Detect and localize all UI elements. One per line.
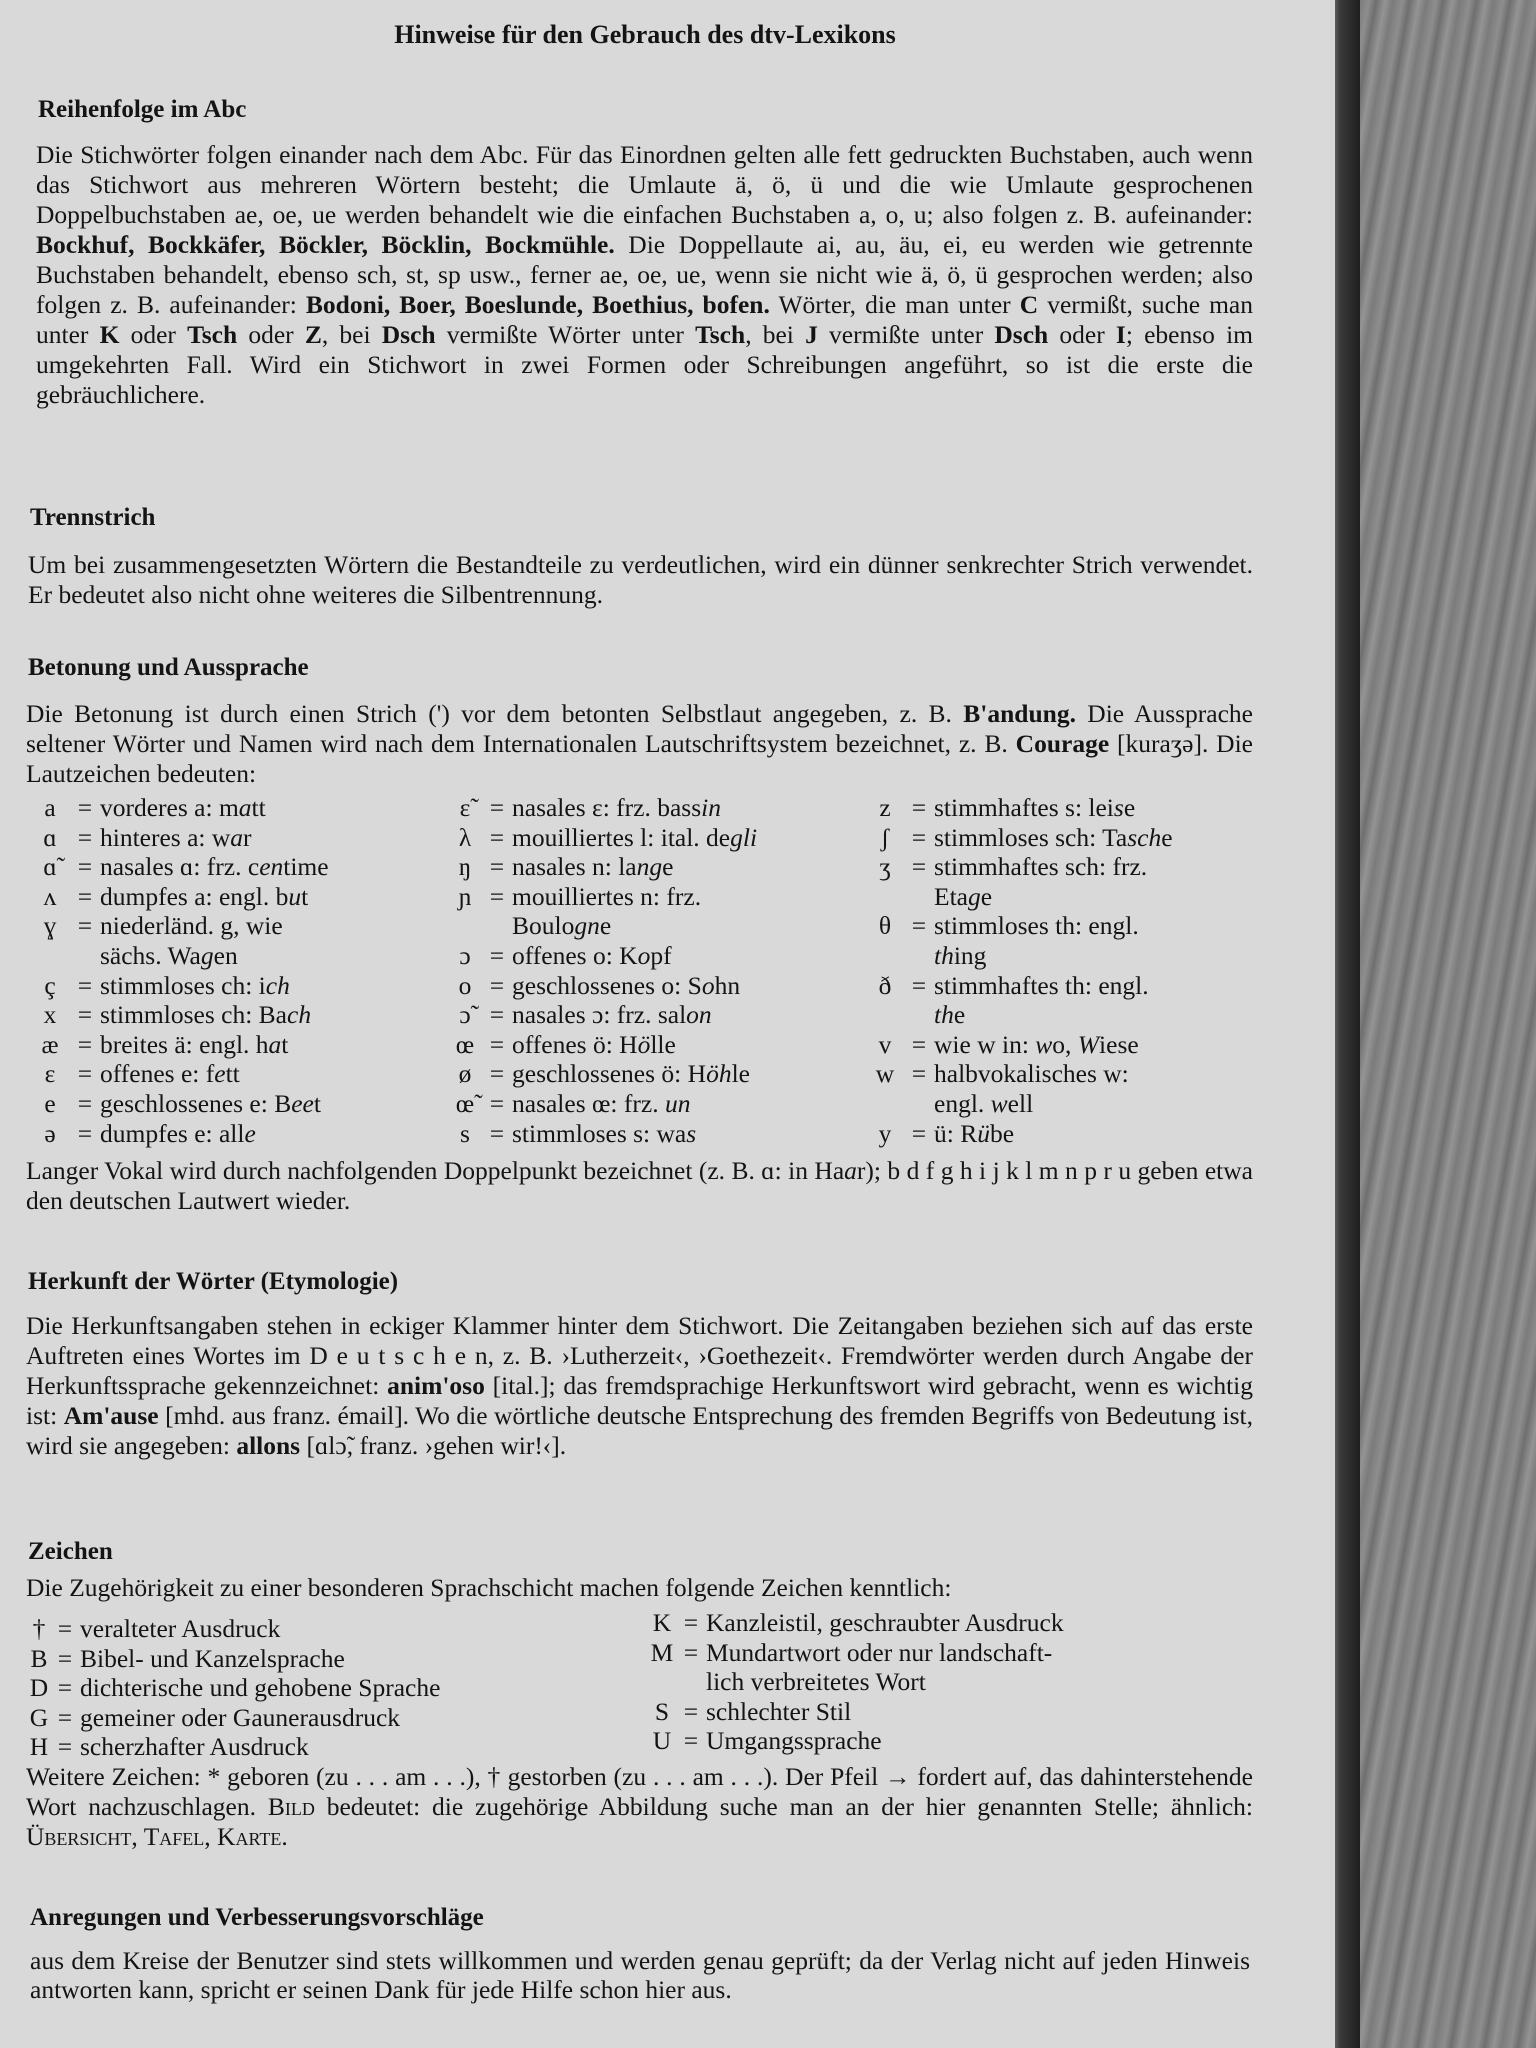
entry-row	[648, 1667, 1258, 1697]
background-desk	[1360, 0, 1536, 2048]
entry-symbol: œ	[455, 1029, 475, 1059]
paragraph-anregungen: aus dem Kreise der Benutzer sind stets willkommen und werden genau geprüft; da der Verlag nicht auf jeden Hinweis antworten kann, spricht er seinen Dank für jede Hilfe schon hier aus.	[30, 1946, 1250, 2004]
paragraph-herkunft: Die Herkunftsangaben stehen in eckiger Klammer hinter dem Stichwort. Die Zeitangaben beziehen sich auf das erste Auftreten eines Wortes im D e u t s c h e n, z. B. ›Lutherzeit‹, ›Goethezeit‹. Fremdwörter werden durch Angabe der Herkunftssprache gekennzeichnet: anim'oso [ital.]; das fremdsprachige Herkunftswort wird gebracht, wenn es wichtig ist: Am'ause [mhd. aus franz. émail]. Wo die wörtliche deutsche Entsprechung des fremden Begriffs von Bedeutung ist, wird sie angegeben: allons [ɑlɔ̃, franz. ›gehen wir!‹].	[26, 1311, 1253, 1460]
entry-description: stimmloses s: was	[512, 1118, 697, 1148]
entry-description: schlechter Stil	[706, 1696, 852, 1726]
entry-symbol: M	[650, 1637, 674, 1667]
entry-description: Etage	[934, 881, 993, 911]
entry-row	[866, 911, 1266, 941]
entry-row	[448, 1089, 868, 1119]
entry-row	[30, 882, 450, 912]
entry-description: Bibel- und Kanzelsprache	[80, 1643, 345, 1673]
entry-symbol: w	[875, 1059, 895, 1089]
equals-sign: =	[489, 1000, 505, 1030]
entry-row	[866, 1000, 1266, 1030]
entry-symbol: ŋ	[458, 852, 472, 882]
entry-symbol: ɑ̃	[43, 852, 57, 882]
entry-description: dumpfes e: alle	[100, 1118, 256, 1148]
entry-description: offenes ö: Hölle	[512, 1029, 676, 1059]
entry-symbol: a	[44, 793, 56, 822]
entry-symbol: λ	[458, 822, 472, 852]
entry-row	[28, 1703, 628, 1733]
phonetic-column-1	[30, 793, 450, 1148]
entry-row	[648, 1726, 1258, 1756]
entry-symbol: o	[458, 970, 472, 1000]
equals-sign: =	[57, 1673, 73, 1703]
entry-description: stimmhaftes s: leise	[934, 793, 1136, 822]
entry-symbol: ɲ	[458, 881, 472, 911]
entry-description: geschlossenes o: Sohn	[512, 970, 741, 1000]
equals-sign: =	[57, 1702, 73, 1732]
entry-row	[866, 1030, 1266, 1060]
equals-sign: =	[911, 822, 927, 852]
equals-sign: =	[77, 911, 93, 941]
equals-sign: =	[911, 1118, 927, 1148]
equals-sign: =	[77, 852, 93, 882]
entry-symbol: y	[878, 1118, 892, 1148]
entry-description: engl. well	[934, 1088, 1034, 1118]
entry-symbol: ʒ	[879, 852, 891, 882]
entry-description: nasales œ: frz. un	[512, 1088, 691, 1118]
equals-sign: =	[911, 852, 927, 882]
paragraph-trennstrich: Um bei zusammengesetzten Wörtern die Bestandteile zu verdeutlichen, wird ein dünner senkrechter Strich verwendet. Er bedeutet also nicht ohne weiteres die Silbentrennung.	[28, 550, 1253, 609]
entry-symbol: x	[43, 1000, 57, 1030]
entry-row	[30, 793, 450, 823]
entry-description: gemeiner oder Gaunerausdruck	[80, 1702, 401, 1732]
entry-row	[866, 971, 1266, 1001]
entry-description: nasales ɑ: frz. centime	[100, 852, 329, 882]
entry-symbol: æ	[41, 1029, 59, 1059]
entry-row	[30, 1059, 450, 1089]
entry-row	[30, 941, 450, 971]
equals-sign: =	[911, 1029, 927, 1059]
entry-description: offenes o: Kopf	[512, 940, 672, 970]
entry-description: vorderes a: matt	[100, 793, 266, 822]
equals-sign: =	[77, 1088, 93, 1118]
entry-symbol: θ	[878, 911, 892, 941]
equals-sign: =	[489, 1029, 505, 1059]
entry-symbol: ð	[878, 970, 892, 1000]
entry-row	[866, 941, 1266, 971]
entry-symbol: v	[878, 1029, 892, 1059]
entry-symbol: e	[44, 1088, 56, 1118]
entry-row	[30, 852, 450, 882]
entry-description: niederländ. g, wie	[100, 911, 283, 941]
entry-description: nasales ɛ: frz. bassin	[512, 793, 721, 822]
entry-row	[648, 1638, 1258, 1668]
equals-sign: =	[77, 822, 93, 852]
entry-row	[30, 1000, 450, 1030]
entry-row	[448, 971, 868, 1001]
heading-herkunft: Herkunft der Wörter (Etymologie)	[28, 1268, 399, 1295]
entry-row	[30, 971, 450, 1001]
entry-row	[448, 852, 868, 882]
entry-description: veralteter Ausdruck	[80, 1614, 281, 1643]
equals-sign: =	[77, 1118, 93, 1148]
entry-row	[866, 1089, 1266, 1119]
entry-symbol: U	[652, 1726, 672, 1756]
entry-row	[448, 1000, 868, 1030]
entry-symbol: ə	[44, 1118, 56, 1148]
entry-description: halbvokalisches w:	[934, 1059, 1129, 1089]
entry-row	[28, 1644, 628, 1674]
equals-sign: =	[77, 793, 93, 822]
entry-symbol: ɔ	[459, 940, 471, 970]
entry-row	[30, 1119, 450, 1149]
entry-symbol: D	[29, 1673, 49, 1703]
entry-symbol: s	[460, 1118, 470, 1148]
entry-row	[30, 1030, 450, 1060]
equals-sign: =	[911, 970, 927, 1000]
entry-description: mouilliertes n: frz.	[512, 881, 702, 911]
heading-anregungen: Anregungen und Verbesserungsvorschläge	[30, 1904, 484, 1931]
entry-symbol: œ̃	[455, 1088, 475, 1118]
entry-symbol: ø	[458, 1059, 472, 1089]
entry-row	[30, 823, 450, 853]
entry-row	[866, 1119, 1266, 1149]
equals-sign: =	[489, 822, 505, 852]
entry-description: Mundartwort oder nur landschaft-	[706, 1637, 1053, 1667]
equals-sign: =	[489, 793, 505, 822]
entry-description: dichterische und gehobene Sprache	[80, 1673, 441, 1703]
heading-zeichen: Zeichen	[28, 1538, 113, 1565]
equals-sign: =	[57, 1614, 73, 1643]
entry-row	[28, 1614, 628, 1644]
phonetic-column-2	[448, 793, 868, 1148]
entry-description: geschlossenes ö: Höhle	[512, 1059, 750, 1089]
entry-description: lich verbreitetes Wort	[706, 1667, 926, 1697]
signs-column-left	[28, 1614, 628, 1762]
entry-description: nasales ɔ: frz. salon	[512, 1000, 712, 1030]
entry-row	[866, 793, 1266, 823]
equals-sign: =	[489, 1088, 505, 1118]
entry-row	[866, 882, 1266, 912]
equals-sign: =	[489, 852, 505, 882]
entry-description: stimmloses ch: Bach	[100, 1000, 312, 1030]
heading-trennstrich: Trennstrich	[30, 504, 156, 531]
entry-description: Umgangssprache	[706, 1726, 882, 1756]
entry-description: wie w in: wo, Wiese	[934, 1029, 1139, 1059]
entry-description: geschlossenes e: Beet	[100, 1088, 321, 1118]
entry-row	[448, 793, 868, 823]
entry-description: Boulogne	[512, 911, 612, 941]
entry-description: stimmloses sch: Tasche	[934, 822, 1173, 852]
entry-row	[448, 911, 868, 941]
entry-row	[30, 911, 450, 941]
entry-symbol: ɣ	[43, 911, 57, 941]
entry-row	[648, 1697, 1258, 1727]
entry-description: stimmloses th: engl.	[934, 911, 1139, 941]
entry-symbol: ɔ̃	[459, 1000, 471, 1030]
entry-symbol: ɛ	[44, 1059, 56, 1089]
entry-description: stimmhaftes th: engl.	[934, 970, 1149, 1000]
paragraph-reihenfolge: Die Stichwörter folgen einander nach dem Abc. Für das Einordnen gelten alle fett gedruckten Buchstaben, auch wenn das Stichwort aus mehreren Wörtern besteht; die Umlaute ä, ö, ü und die wie Umlaute gesprochenen Doppelbuchstaben ae, oe, ue werden behandelt wie die einfachen Buchstaben a, o, u; also folgen z. B. aufeinander: Bockhuf, Bockkäfer, Böckler, Böcklin, Bockmühle. Die Doppellaute ai, au, äu, ei, eu werden wie getrennte Buchstaben behandelt, ebenso sch, st, sp usw., ferner ae, oe, ue, wenn sie nicht wie ä, ö, ü gesprochen werden; also folgen z. B. aufeinander: Bodoni, Boer, Boeslunde, Boethius, bofen. Wörter, die man unter C vermißt, suche man unter K oder Tsch oder Z, bei Dsch vermißte Wörter unter Tsch, bei J vermißte unter Dsch oder I; ebenso im umgekehrten Fall. Wird ein Stichwort in zwei Formen oder Schreibungen angeführt, so ist die erste die gebräuchlichere.	[36, 140, 1254, 409]
entry-row	[866, 1059, 1266, 1089]
paragraph-weitere-zeichen: Weitere Zeichen: * geboren (zu . . . am . . .), † gestorben (zu . . . am . . .). Der Pfeil → fordert auf, das dahinterstehende Wort nachzuschlagen. Bild bedeutet: die zugehörige Abbildung suche man an der hier genannten Stelle; ähnlich: Übersicht, Tafel, Karte.	[26, 1762, 1253, 1851]
entry-symbol: S	[654, 1696, 670, 1726]
entry-row	[448, 1059, 868, 1089]
entry-description: mouilliertes l: ital. degli	[512, 822, 758, 852]
equals-sign: =	[911, 793, 927, 822]
entry-description: scherzhafter Ausdruck	[80, 1732, 309, 1762]
equals-sign: =	[489, 970, 505, 1000]
entry-description: nasales n: lange	[512, 852, 674, 882]
entry-symbol: ç	[44, 970, 56, 1000]
entry-symbol: ʃ	[880, 822, 890, 852]
entry-description: ü: Rübe	[934, 1118, 1015, 1148]
entry-description: stimmhaftes sch: frz.	[934, 852, 1148, 882]
paragraph-betonung: Die Betonung ist durch einen Strich (') vor dem betonten Selbstlaut angegeben, z. B. B'andung. Die Aussprache seltener Wörter und Namen wird nach dem Internationalen Lautschriftsystem bezeichnet, z. B. Courage [kuraʒə]. Die Lautzeichen bedeuten:	[26, 699, 1254, 788]
heading-betonung: Betonung und Aussprache	[28, 654, 309, 681]
entry-symbol: ɛ̃	[459, 793, 471, 822]
equals-sign: =	[683, 1637, 699, 1667]
phonetic-column-3	[866, 793, 1266, 1148]
equals-sign: =	[683, 1696, 699, 1726]
entry-symbol: B	[30, 1643, 48, 1673]
equals-sign: =	[489, 1059, 505, 1089]
page-title: Hinweise für den Gebrauch des dtv-Lexikons	[394, 20, 896, 49]
entry-row	[448, 1030, 868, 1060]
equals-sign: =	[57, 1732, 73, 1762]
entry-row	[448, 823, 868, 853]
entry-row	[28, 1673, 628, 1703]
equals-sign: =	[77, 1059, 93, 1089]
equals-sign: =	[683, 1608, 699, 1637]
entry-row	[866, 852, 1266, 882]
entry-row	[648, 1608, 1258, 1638]
entry-description: hinteres a: war	[100, 822, 252, 852]
entry-symbol: H	[29, 1732, 49, 1762]
equals-sign: =	[77, 881, 93, 911]
entry-symbol: K	[652, 1608, 672, 1637]
entry-symbol: ɑ	[43, 822, 57, 852]
entry-description: offenes e: fett	[100, 1059, 240, 1089]
equals-sign: =	[489, 1118, 505, 1148]
entry-description: stimmloses ch: ich	[100, 970, 290, 1000]
paragraph-langer-vokal: Langer Vokal wird durch nachfolgenden Doppelpunkt bezeichnet (z. B. ɑ: in Haar); b d f g h i j k l m n p r u geben etwa den deutschen Lautwert wieder.	[26, 1156, 1253, 1215]
equals-sign: =	[57, 1643, 73, 1673]
equals-sign: =	[911, 1059, 927, 1089]
entry-row	[448, 941, 868, 971]
equals-sign: =	[489, 881, 505, 911]
entry-row	[448, 882, 868, 912]
equals-sign: =	[911, 911, 927, 941]
entry-row	[28, 1732, 628, 1762]
equals-sign: =	[77, 1000, 93, 1030]
entry-description: Kanzleistil, geschraubter Ausdruck	[706, 1608, 1064, 1637]
entry-description: dumpfes a: engl. but	[100, 881, 309, 911]
entry-description: breites ä: engl. hat	[100, 1029, 289, 1059]
equals-sign: =	[489, 940, 505, 970]
entry-symbol: ʌ	[43, 881, 57, 911]
equals-sign: =	[683, 1726, 699, 1756]
equals-sign: =	[77, 970, 93, 1000]
entry-description: the	[934, 1000, 966, 1030]
entry-description: thing	[934, 940, 987, 970]
paragraph-zeichen: Die Zugehörigkeit zu einer besonderen Sprachschicht machen folgende Zeichen kenntlich:	[26, 1573, 952, 1602]
entry-row	[866, 823, 1266, 853]
signs-column-right	[648, 1608, 1258, 1756]
entry-description: sächs. Wagen	[100, 940, 238, 970]
entry-symbol: G	[29, 1702, 49, 1732]
entry-row	[448, 1119, 868, 1149]
entry-row	[30, 1089, 450, 1119]
entry-symbol: z	[879, 793, 891, 822]
entry-symbol: †	[32, 1614, 46, 1643]
heading-reihenfolge: Reihenfolge im Abc	[38, 96, 247, 123]
equals-sign: =	[77, 1029, 93, 1059]
